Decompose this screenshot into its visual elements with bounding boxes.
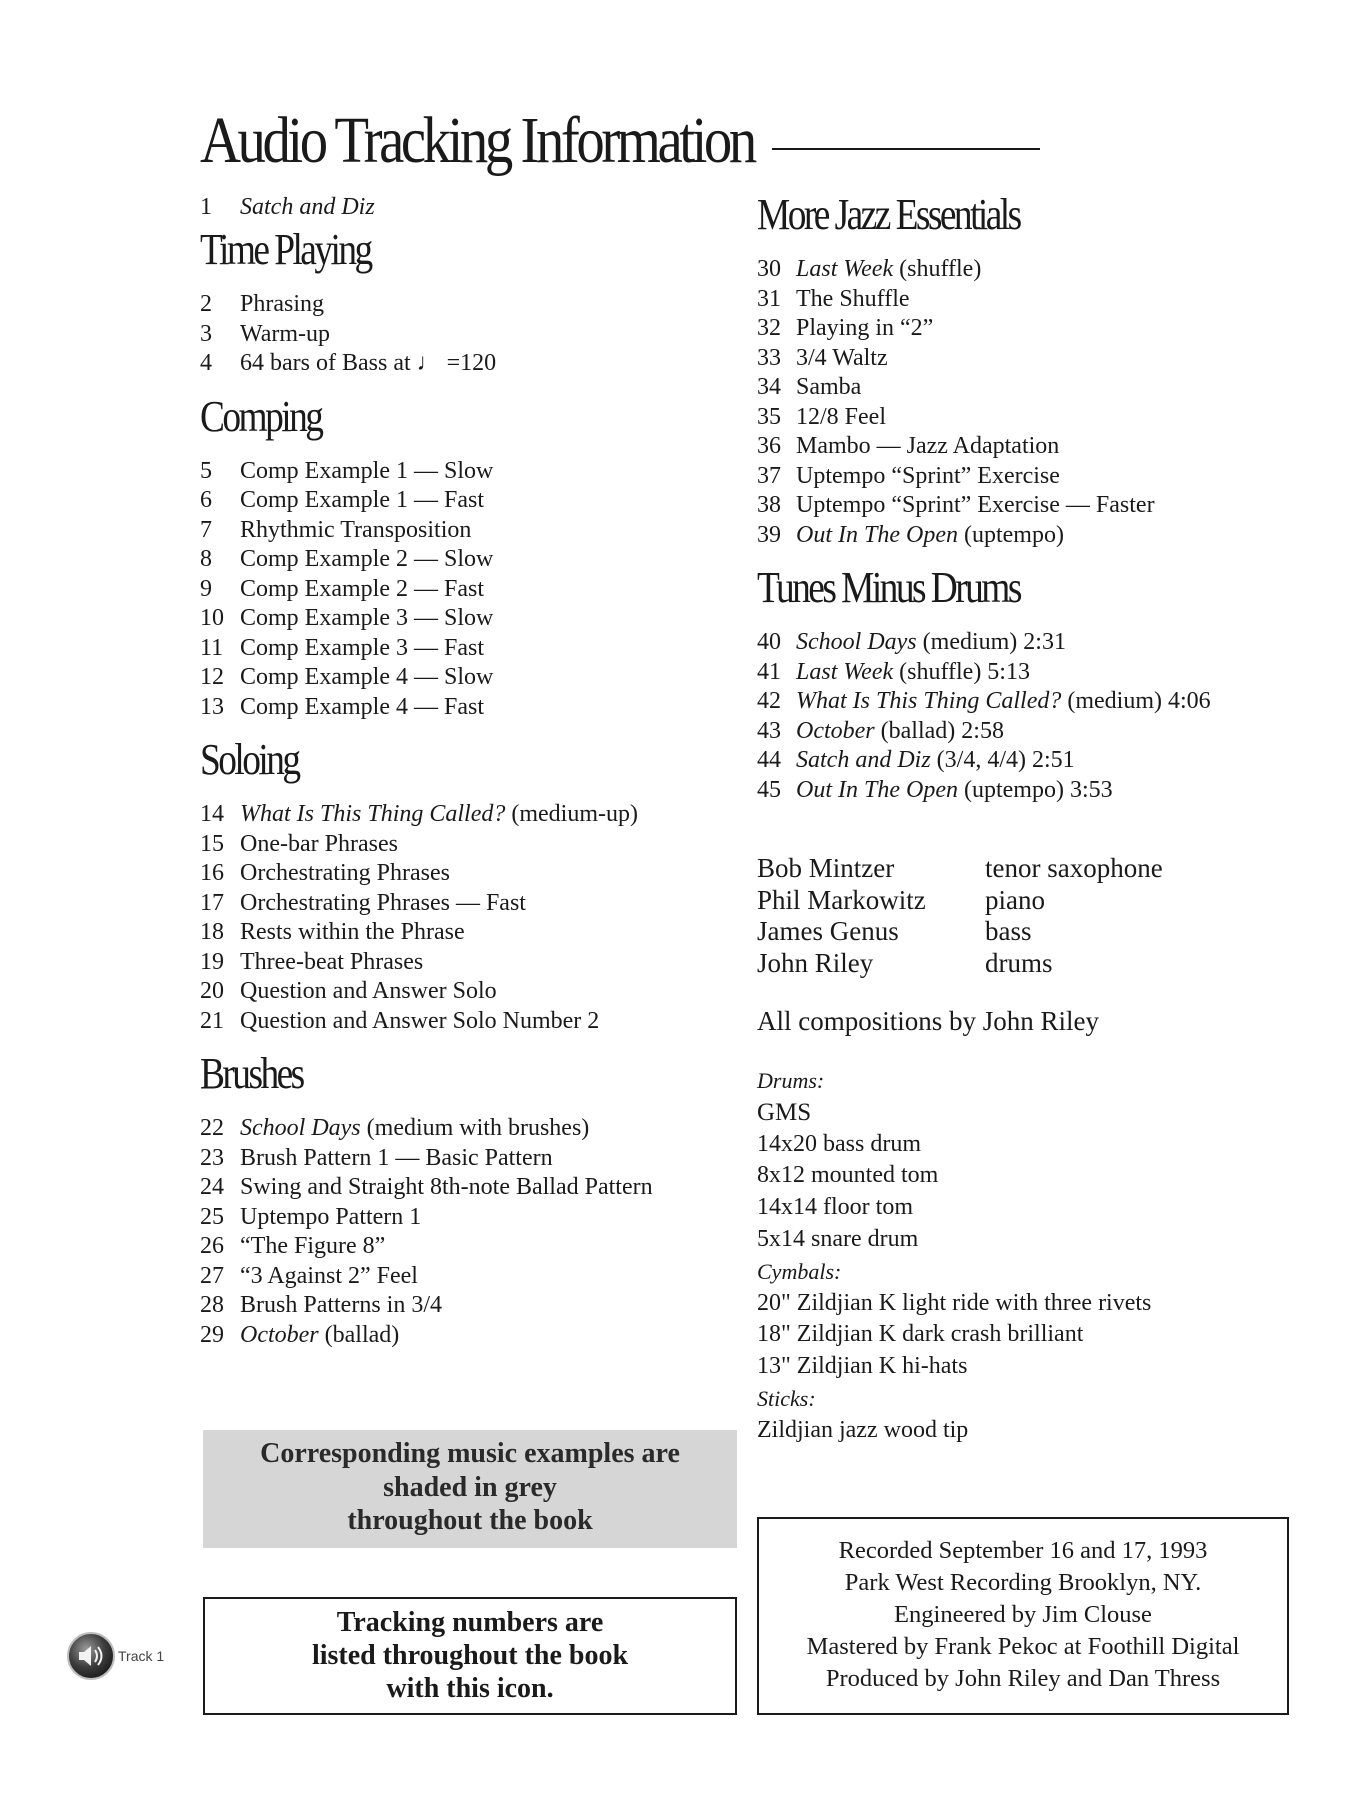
track-row <box>200 486 760 516</box>
credit-line: Park West Recording Brooklyn, NY. <box>844 1569 1202 1596</box>
track-row <box>757 285 1317 315</box>
track-number: 22 <box>200 1115 224 1141</box>
personnel-list <box>757 853 1317 979</box>
track-row <box>200 604 760 634</box>
section-heading: Time Playing <box>200 225 371 274</box>
drums-brand: GMS <box>757 1098 812 1126</box>
track-row <box>200 977 760 1007</box>
track-number: 9 <box>200 575 212 602</box>
section-heading: Soloing <box>200 735 299 784</box>
track-row <box>200 320 760 350</box>
track-row <box>200 1007 760 1037</box>
track-number: 6 <box>200 487 212 513</box>
personnel-row <box>757 948 1317 980</box>
track-title: Brush Patterns in 3/4 <box>240 1292 442 1318</box>
track-title: October <box>240 1321 319 1348</box>
track-number: 45 <box>757 776 781 803</box>
track-number: 34 <box>757 374 781 400</box>
track-title: “The Figure 8” <box>240 1233 386 1259</box>
tracking-icon-note <box>203 1597 737 1715</box>
section-heading: Brushes <box>200 1049 303 1098</box>
track-row <box>200 1203 760 1233</box>
track-title: Three-beat Phrases <box>240 948 424 975</box>
track-title: The Shuffle <box>796 285 910 312</box>
equipment-item: 5x14 snare drum <box>757 1225 919 1252</box>
track-detail: (ballad) 2:58 <box>874 717 1004 744</box>
track-title: Question and Answer Solo Number 2 <box>240 1007 600 1034</box>
track-title: Rests within the Phrase <box>240 919 465 945</box>
track-number: 26 <box>200 1233 224 1259</box>
track-row <box>200 663 760 693</box>
track-row <box>200 1173 760 1203</box>
musician-name: John Riley <box>757 947 874 978</box>
track-detail: (medium) 4:06 <box>1061 688 1211 714</box>
track-title: Orchestrating Phrases <box>240 860 450 886</box>
equipment-item: 14x20 bass drum <box>757 1130 921 1157</box>
section-heading: Comping <box>200 391 322 441</box>
track-number: 31 <box>757 285 781 312</box>
musician-name: Phil Markowitz <box>757 884 926 915</box>
track-row <box>200 1262 760 1292</box>
track-detail: (shuffle) <box>893 256 982 282</box>
track-number: 28 <box>200 1292 224 1318</box>
track-title: Orchestrating Phrases — Fast <box>240 889 526 916</box>
track-detail: (3/4, 4/4) 2:51 <box>930 747 1075 773</box>
musician-instrument: drums <box>985 947 1053 978</box>
quarter-note-icon: ♩ <box>416 350 441 376</box>
track-row <box>200 948 760 978</box>
track-number: 17 <box>200 889 224 916</box>
track-title: Uptempo Pattern 1 <box>240 1203 422 1230</box>
speaker-icon <box>66 1631 116 1681</box>
track-row <box>200 800 760 830</box>
track-row <box>757 746 1317 776</box>
track-row <box>757 491 1317 521</box>
musician-instrument: bass <box>985 916 1032 946</box>
compositions-credit: All compositions by John Riley <box>757 1006 1100 1036</box>
track-detail: (uptempo) <box>957 521 1064 548</box>
track-row <box>200 1321 760 1351</box>
equipment-item: 13" Zildjian K hi-hats <box>757 1353 968 1380</box>
track-title: Rhythmic Transposition <box>240 516 472 543</box>
note-line: throughout the book <box>347 1505 593 1536</box>
grey-shading-note <box>203 1430 737 1548</box>
track-row <box>200 1144 760 1174</box>
title-rule <box>772 148 1040 150</box>
track-title: Swing and Straight 8th-note Ballad Pattern <box>240 1174 653 1200</box>
track-number: 43 <box>757 717 781 744</box>
track-row <box>757 314 1317 344</box>
track-row <box>200 1114 760 1144</box>
musician-instrument: piano <box>985 884 1045 915</box>
track-number: 37 <box>757 462 781 489</box>
track-row <box>757 255 1317 285</box>
note-line: listed throughout the book <box>311 1640 629 1671</box>
credit-line: Mastered by Frank Pekoc at Foothill Digital <box>806 1633 1240 1660</box>
section-heading: Tunes Minus Drums <box>757 563 1020 612</box>
track-number: 32 <box>757 315 781 341</box>
sticks-heading: Sticks: <box>757 1385 816 1411</box>
track-row <box>200 1291 760 1321</box>
drums-heading: Drums: <box>757 1068 825 1093</box>
track-title: Comp Example 3 — Fast <box>240 634 484 661</box>
note-line: shaded in grey <box>383 1471 557 1503</box>
track-title: Comp Example 2 — Fast <box>240 575 484 602</box>
note-line: Corresponding music examples are <box>260 1438 680 1469</box>
track-number: 11 <box>200 634 224 661</box>
track-title: What Is This Thing Called? <box>240 801 506 827</box>
track-row <box>757 521 1317 551</box>
track-row <box>757 658 1317 688</box>
equipment-list <box>757 1065 1317 1447</box>
track-row <box>200 830 760 860</box>
track-number: 14 <box>200 801 224 827</box>
track-number: 20 <box>200 978 224 1004</box>
track-row <box>200 290 760 320</box>
track-title: Out In The Open <box>796 776 958 803</box>
track-row <box>200 545 760 575</box>
equipment-item: 20" Zildjian K light ride with three rivets <box>757 1289 1152 1316</box>
track-title: Playing in “2” <box>796 315 934 341</box>
track-number: 33 <box>757 344 781 371</box>
track-row <box>200 457 760 487</box>
track-title: Samba <box>796 374 862 400</box>
track-number: 13 <box>200 693 224 720</box>
track-row <box>200 193 760 222</box>
track-row <box>757 628 1317 658</box>
track-number: 16 <box>200 860 224 886</box>
track-number: 3 <box>200 320 212 347</box>
track-title: Warm-up <box>240 320 331 347</box>
track-title: Comp Example 3 — Slow <box>240 605 494 631</box>
cymbals-heading: Cymbals: <box>757 1258 842 1284</box>
track-row <box>757 344 1317 374</box>
track-number: 44 <box>757 747 781 773</box>
musician-instrument: tenor saxophone <box>985 853 1163 883</box>
track-row <box>200 1232 760 1262</box>
track-number: 42 <box>757 688 781 714</box>
track-number: 25 <box>200 1203 224 1230</box>
track-row <box>757 462 1317 492</box>
track-detail: (medium) 2:31 <box>916 629 1066 655</box>
recording-credits <box>757 1517 1289 1715</box>
track-row <box>200 889 760 919</box>
track-number: 24 <box>200 1174 224 1200</box>
personnel-row <box>757 853 1317 885</box>
track-title: 64 bars of Bass at <box>240 350 411 376</box>
track-number: 21 <box>200 1007 224 1034</box>
equipment-item: 18" Zildjian K dark crash brilliant <box>757 1321 1084 1348</box>
track-detail: (medium-up) <box>505 801 638 827</box>
track-title: Last Week <box>796 256 894 282</box>
track-title: One-bar Phrases <box>240 830 398 857</box>
credit-line: Recorded September 16 and 17, 1993 <box>838 1537 1208 1564</box>
track-title: Last Week <box>796 658 894 685</box>
track-row <box>757 403 1317 433</box>
left-sections <box>200 225 760 1350</box>
track-badge-label: Track 1 <box>118 1648 165 1664</box>
track-title: “3 Against 2” Feel <box>240 1262 418 1289</box>
track-title: Satch and Diz <box>240 194 375 220</box>
track-row <box>200 918 760 948</box>
credit-line: Engineered by Jim Clouse <box>894 1601 1152 1628</box>
track-title: Comp Example 1 — Slow <box>240 457 494 484</box>
track-row <box>200 349 760 379</box>
track-badge <box>66 1631 164 1681</box>
track-title: Out In The Open <box>796 521 958 548</box>
track-number: 18 <box>200 919 224 945</box>
track-number: 27 <box>200 1262 224 1289</box>
track-number: 12 <box>200 664 224 690</box>
credit-line: Produced by John Riley and Dan Thress <box>825 1665 1221 1692</box>
track-title: Comp Example 4 — Fast <box>240 693 484 720</box>
track-title: Comp Example 1 — Fast <box>240 487 484 513</box>
track-number: 2 <box>200 291 212 317</box>
section-heading: More Jazz Essentials <box>757 190 1020 239</box>
equipment-item: 14x14 floor tom <box>757 1194 913 1221</box>
track-detail: (ballad) <box>318 1321 400 1348</box>
track-row <box>200 575 760 605</box>
equipment-item: Zildjian jazz wood tip <box>757 1416 969 1443</box>
note-line: with this icon. <box>386 1673 554 1704</box>
track-title: Phrasing <box>240 291 324 317</box>
track-title: Question and Answer Solo <box>240 978 497 1004</box>
musician-name: Bob Mintzer <box>757 853 895 883</box>
track-number: 8 <box>200 546 212 572</box>
track-number: 1 <box>200 194 212 220</box>
track-title: School Days <box>240 1115 361 1141</box>
track-detail: (shuffle) 5:13 <box>893 658 1030 685</box>
track-number: 35 <box>757 403 781 430</box>
equipment-item: 8x12 mounted tom <box>757 1162 939 1189</box>
track-title: 12/8 Feel <box>796 403 886 430</box>
track-number: 36 <box>757 433 781 459</box>
track-number: 4 <box>200 350 212 376</box>
track-title: Satch and Diz <box>796 747 931 773</box>
track-row <box>200 516 760 546</box>
track-row <box>200 693 760 723</box>
track-row <box>200 859 760 889</box>
right-sections <box>757 190 1317 805</box>
track-title: What Is This Thing Called? <box>796 688 1062 714</box>
track-title: Comp Example 2 — Slow <box>240 546 494 572</box>
track-row <box>757 432 1317 462</box>
track-number: 19 <box>200 948 224 975</box>
track-row <box>757 373 1317 403</box>
note-line: Tracking numbers are <box>336 1607 604 1638</box>
personnel-row <box>757 916 1317 948</box>
track-number: 41 <box>757 658 781 685</box>
track-title: School Days <box>796 629 917 655</box>
track-row <box>757 717 1317 747</box>
page-title: Audio Tracking Information <box>200 104 754 177</box>
track-number: 7 <box>200 516 212 543</box>
track-number: 40 <box>757 629 781 655</box>
track-number: 5 <box>200 457 212 484</box>
track-title: Comp Example 4 — Slow <box>240 664 494 690</box>
track-number: 10 <box>200 605 224 631</box>
track-title: Mambo — Jazz Adaptation <box>796 433 1060 459</box>
track-number: 15 <box>200 830 224 857</box>
track-title: Uptempo “Sprint” Exercise <box>796 462 1060 489</box>
track-row <box>757 776 1317 806</box>
track-number: 23 <box>200 1144 224 1171</box>
tempo-value: =120 <box>440 350 497 376</box>
right-column <box>757 190 1317 1447</box>
track-row <box>200 634 760 664</box>
personnel-row <box>757 885 1317 917</box>
track-title: Brush Pattern 1 — Basic Pattern <box>240 1144 553 1171</box>
track-number: 29 <box>200 1321 224 1348</box>
track-title: 3/4 Waltz <box>796 344 888 371</box>
track-row <box>757 687 1317 717</box>
track-number: 30 <box>757 256 781 282</box>
musician-name: James Genus <box>757 916 899 946</box>
track-number: 39 <box>757 521 781 548</box>
track-title: Uptempo “Sprint” Exercise — Faster <box>796 492 1155 518</box>
track-title: October <box>796 717 875 744</box>
track-detail: (medium with brushes) <box>360 1115 590 1141</box>
left-column <box>200 193 760 1350</box>
track-number: 38 <box>757 492 781 518</box>
track-detail: (uptempo) 3:53 <box>957 776 1113 803</box>
